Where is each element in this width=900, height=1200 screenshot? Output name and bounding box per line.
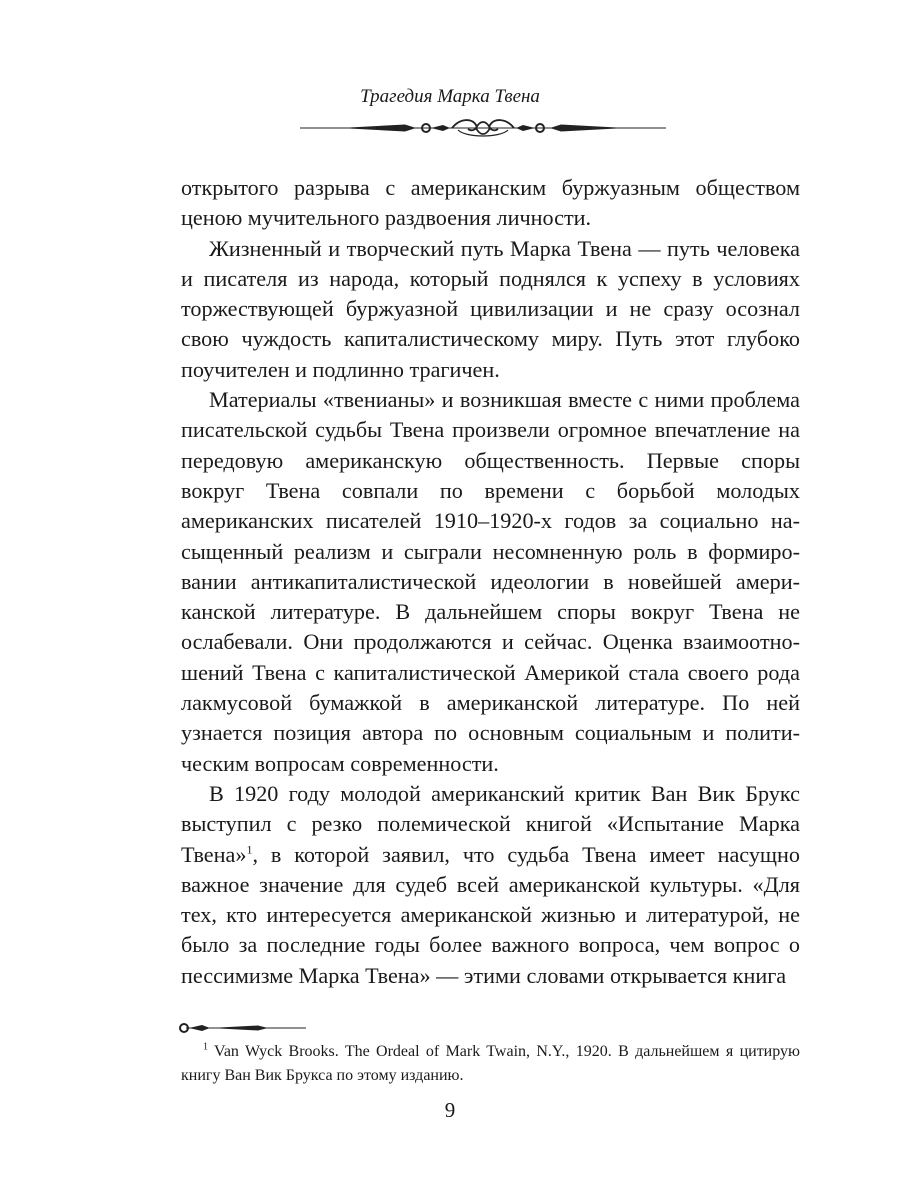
footnote-text: Van Wyck Brooks. The Ordeal of Mark Twain, N.Y., 1920. В дальнейшем я цитирую книгу Ван Вик Брукса по этому изданию. — [181, 1043, 800, 1084]
paragraph-1: открытого разрыва с американским буржуазным обществом ценою мучительного раздвоения личности. — [181, 175, 800, 231]
header-ornament-icon — [300, 116, 666, 140]
footnote-ornament-icon — [178, 1018, 306, 1038]
footnote-number: 1 — [203, 1041, 208, 1053]
page-number: 9 — [444, 1098, 456, 1122]
main-text — [181, 173, 800, 991]
paragraph-4 — [181, 779, 800, 991]
paragraph-4-text-start: В 1920 году молодой американский критик Ван Вик Брукс выступил с резко полемической книгой «Испытание Марка Твена» — [181, 780, 800, 867]
footnote — [181, 1040, 800, 1088]
paragraph-3: Материалы «твенианы» и возникшая вместе с ними проблема писательской судьбы Твена произвели огромное впечатление на передовую американскую общественность. Первые споры вокруг Твена совпали по времени с борьбой молодых американских писателей 1910–1920-х годов за социально насыщенный реализм и сыграли несомненную роль в формировании антикапиталистической идеологии в новейшей американской литературе. В дальнейшем споры вокруг Твена не ослабевали. Они продолжаются и сейчас. Оценка взаимоотношений Твена с капиталистической Америкой стала своего рода лакмусовой бумажкой в американской литературе. По ней узнается позиция автора по основным социальным и политическим вопросам современности. — [181, 387, 800, 776]
paragraph-2: Жизненный и творческий путь Марка Твена — путь человека и писателя из народа, который поднялся к успеху в условиях торжествующей буржуазной цивилизации и не сразу осознал свою чуждость капиталистическому миру. Путь этот глубоко поучителен и подлинно трагичен. — [181, 235, 800, 382]
running-head: Трагедия Марка Твена — [360, 86, 540, 107]
footnote-reference[interactable]: 1 — [246, 842, 253, 857]
paragraph-4-text-end: , в которой заявил, что судьба Твена имеет насущно важное значение для судеб всей американской культуры. «Для тех, кто интересуется американской жизнью и литературой, не было за последние годы более важного вопроса, чем вопрос о пессимизме Марка Твена» — этими словами открывается книга — [181, 841, 800, 988]
